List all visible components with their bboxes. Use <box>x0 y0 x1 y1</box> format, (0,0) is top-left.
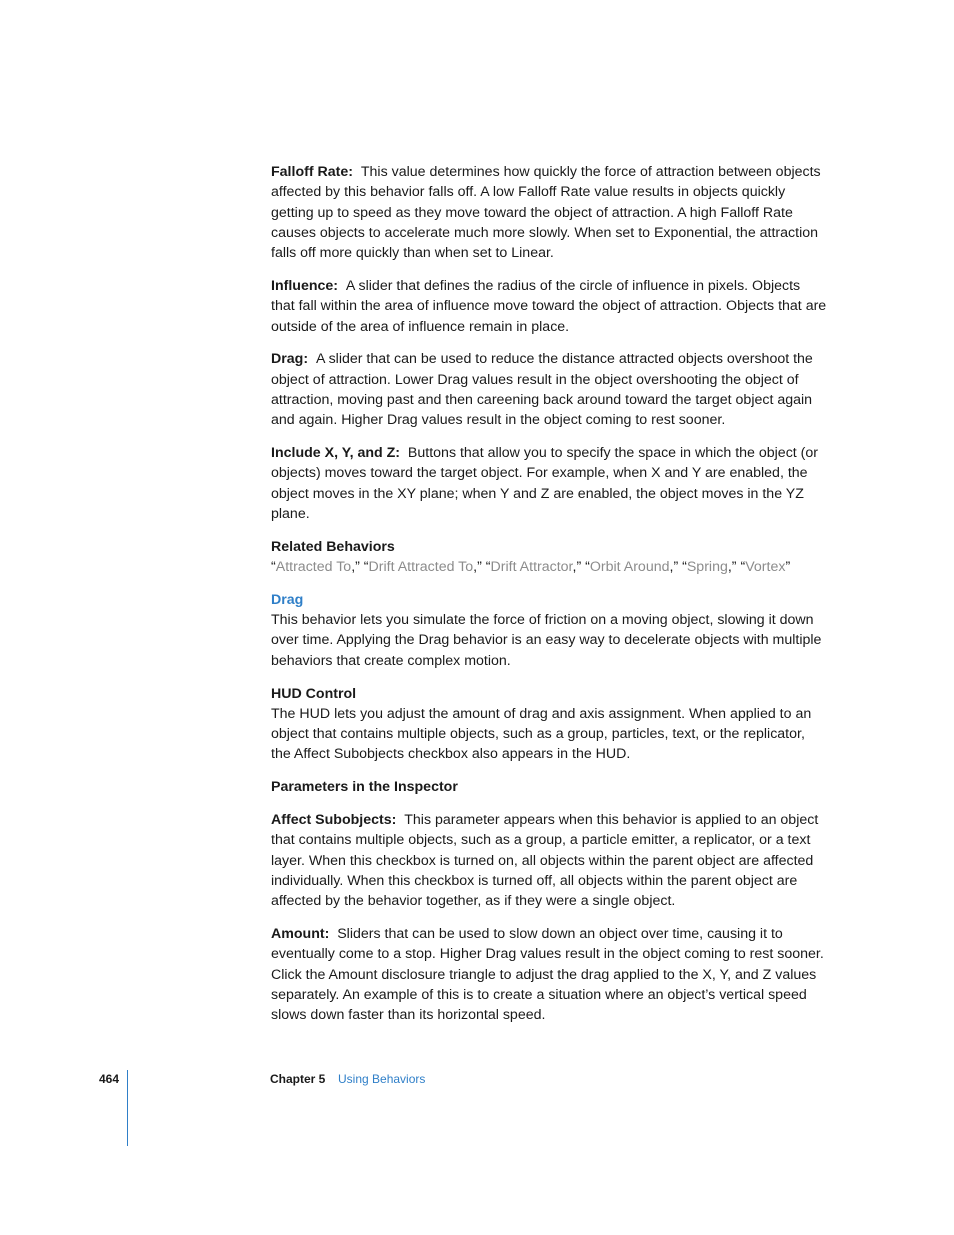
section-title-drag[interactable]: Drag <box>271 591 304 608</box>
param-description: This parameter appears when this behavior is applied to an object that contains multiple objects, such as a group, a particle emitter, a replicator, or a text layer. When this checkbox is turned on, all objects within the parent object are affected individually. When this checkbox is turned off, all objects within the parent object are affected by the behavior together, as if they were a single object. <box>271 812 819 910</box>
drag-intro: This behavior lets you simulate the force of friction on a moving object, slowing it down over time. Applying the Drag behavior is an easy way to decelerate objects with multiple behaviors that create complex motion. <box>271 612 822 669</box>
param-term: Affect Subobjects: <box>271 812 397 829</box>
param-description: A slider that defines the radius of the circle of influence in pixels. Objects that fall within the area of influence move toward the object of attraction. Objects that are outside of the area of influence remain in place. <box>271 277 827 335</box>
param-description: A slider that can be used to reduce the distance attracted objects overshoot the object of attraction. Lower Drag values result in the object overshooting the object of attraction, moving past and then careening back around toward the target object again and again. Higher Drag values result in the object coming to rest sooner. <box>271 351 813 429</box>
related-behaviors-heading: Related Behaviors <box>271 538 395 555</box>
link-drift-attracted-to[interactable]: Drift Attracted To <box>368 559 474 576</box>
param-amount <box>271 924 827 1025</box>
param-term: Falloff Rate: <box>271 164 353 180</box>
param-influence <box>271 276 827 337</box>
param-term: Amount: <box>271 926 330 942</box>
param-term: Drag: <box>271 351 309 368</box>
link-drift-attractor[interactable]: Drift Attractor <box>490 559 573 576</box>
param-term: Include X, Y, and Z: <box>271 445 401 462</box>
link-orbit-around[interactable]: Orbit Around <box>589 559 670 576</box>
param-term: Influence: <box>271 277 339 294</box>
related-behaviors-list: “Attracted To,” “Drift Attracted To,” “Drift Attractor,” “Orbit Around,” “Spring,” “Vortex” <box>271 559 791 576</box>
param-affect-subobjects <box>271 810 827 911</box>
parameters-heading: Parameters in the Inspector <box>271 779 458 796</box>
page-number: 464 <box>99 1072 120 1086</box>
footer-divider <box>127 1070 128 1146</box>
param-include-xyz <box>271 443 827 524</box>
page-content <box>271 162 827 1038</box>
param-description: Buttons that allow you to specify the space in which the object (or objects) moves toward the target object. For example, when X and Y are enabled, the object moves in the XY plane; when Y and Z are enabled, the object moves in the YZ plane. <box>271 445 819 522</box>
param-description: Sliders that can be used to slow down an object over time, causing it to eventually come to a stop. Higher Drag values result in the object coming to rest sooner. Click the Amount disclosure triangle to adjust the drag applied to the X, Y, and Z values separately. An example of this is to create a situation where an object’s vertical speed slows down faster than its horizontal speed. <box>271 926 824 1024</box>
link-spring[interactable]: Spring <box>686 559 728 576</box>
footer-chapter-title[interactable]: Using Behaviors <box>338 1072 426 1086</box>
hud-control-text: The HUD lets you adjust the amount of drag and axis assignment. When applied to an object that contains multiple objects, such as a group, particles, text, or the replicator, the Affect Subobjects checkbox also appears in the HUD. <box>271 705 812 763</box>
link-attracted-to[interactable]: Attracted To <box>275 559 352 576</box>
param-drag <box>271 349 827 430</box>
link-vortex[interactable]: Vortex <box>745 559 786 576</box>
param-description: This value determines how quickly the force of attraction between objects affected by this behavior falls off. A low Falloff Rate value results in objects quickly getting up to speed as they move toward the object of attraction. A high Falloff Rate causes objects to accelerate much more slowly. When set to Exponential, the attraction falls off more quickly than when set to Linear. <box>271 164 821 262</box>
hud-control-heading: HUD Control <box>271 685 357 702</box>
param-falloff-rate <box>271 162 827 263</box>
footer-chapter-label: Chapter 5 <box>270 1072 326 1086</box>
